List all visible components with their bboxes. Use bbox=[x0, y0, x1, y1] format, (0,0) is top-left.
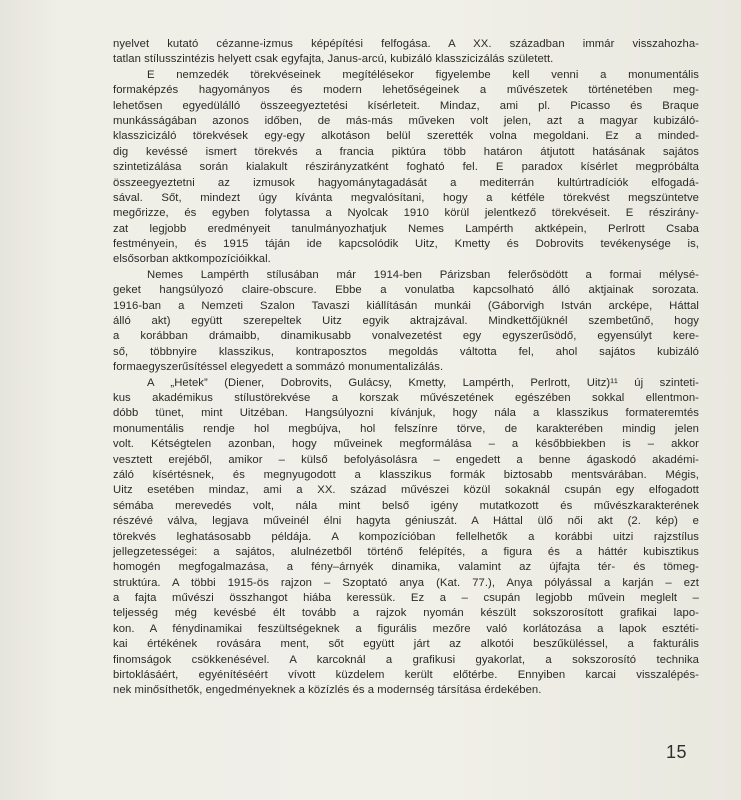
text-line: szintetizálása során kialakult részirányzatként fogható fel. E paradox kísérlet megpróbálta bbox=[113, 161, 699, 174]
text-line: volt. Kétségtelen azonban, hogy műveinek megformálása – a későbbiekben is – akkor bbox=[113, 438, 699, 451]
text-line: összeegyeztetni az izmusok hagyománytagadását a mediterrán kultúrtradíciók elfogadá- bbox=[113, 176, 699, 189]
text-line: homogén megfogalmazása, a fény–árnyék dinamika, valamint az újfajta tér- és tömeg- bbox=[113, 561, 699, 574]
text-line: kon. A fénydinamikai feszültségeknek a figurális mezőre való korlátozása a lapok esztéti- bbox=[113, 622, 699, 635]
text-line: részévé válva, legjava műveinél élni hagyta géniuszát. A Háttal ülő női akt (2. kép) e bbox=[113, 515, 699, 528]
text-line: A „Hetek” (Diener, Dobrovits, Gulácsy, Kmetty, Lampérth, Perlrott, Uitz)¹¹ új szinteti- bbox=[147, 376, 699, 389]
text-line: struktúra. A többi 1915-ös rajzon – Szoptató anya (Kat. 77.), Anya pólyással a karján – ezt bbox=[113, 576, 699, 589]
text-line: kus akadémikus stílustörekvése a korszak művészetének egészében sokkal ellentmon- bbox=[113, 391, 699, 404]
text-line: a korábban drámaibb, dinamikusabb vonalvezetést egy egyszerűsödő, egyensúlyt kere- bbox=[113, 330, 699, 343]
text-line: lehetősen egyedülálló összeegyeztetési kísérleteit. Mindaz, ami pl. Picasso és Braque bbox=[113, 99, 699, 112]
text-line: festményein, és 1915 táján ide kapcsolódik Uitz, Kmetty és Dobrovits tevékenysége is, bbox=[113, 238, 699, 251]
text-line: tatlan stílusszintézis helyett csak egyfajta, Janus-arcú, kubizáló klasszicizálás született. bbox=[113, 53, 554, 66]
text-line: a fajta művészi összhangot hiába keressük. Ez a – csupán legjobb művein meglelt – bbox=[113, 592, 699, 605]
text-line: sémába merevedés volt, nála mint belső igény mutatkozott és művészkarakterének bbox=[113, 499, 699, 512]
text-line: monumentális rendje hol megbújva, hol felszínre törve, de karakterében mindig jelen bbox=[113, 422, 699, 435]
text-line: vesztett erejéből, amikor – külső befolyásolásra – engedett a benne ágaskodó akadémi- bbox=[113, 453, 699, 466]
text-line: formaegyszerűsítéssel elegyedett a sommázó monumentalizálás. bbox=[113, 361, 444, 374]
text-line: elsősorban aktkompozícióikkal. bbox=[113, 253, 271, 266]
text-line: formaképzés hagyományos és modern lehetőségeinek a művészetek történetében meg- bbox=[113, 84, 699, 97]
text-line: kai értékének rovására ment, sőt együtt járt az alkotói beszűküléssel, a fakturális bbox=[113, 638, 699, 651]
text-line: Uitz esetében mindaz, ami a XX. század művészei közül sokaknál csupán egy elfogadott bbox=[113, 484, 699, 497]
text-line: jellegzetességei: a sajátos, alulnézetből történő felépítés, a figura és a háttér kubisztikus bbox=[113, 545, 699, 558]
text-line: dóbb tünet, mint Uitzéban. Hangsúlyozni kívánjuk, hogy nála a klasszikus formateremtés bbox=[113, 407, 699, 420]
text-line: nyelvet kutató cézanne-izmus képépítési felfogása. A XX. században immár visszahozha- bbox=[113, 38, 699, 50]
body-text bbox=[113, 37, 699, 699]
text-line: nek minősíthetők, engedményeknek a közízlés és a modernség társítása érdekében. bbox=[113, 684, 542, 697]
text-line: záló kísértésnek, és megnyugodott a klasszikus formák biztosabb mentsvárában. Mégis, bbox=[113, 468, 699, 481]
page-number: 15 bbox=[666, 742, 688, 762]
text-line: törekvés leghatásosabb példája. A kompozícióban fellelhetők a korábbi uitzi rajzstílus bbox=[113, 530, 699, 543]
text-line: sával. Sőt, mindezt úgy kívánta megvalósítani, hogy a kétféle törekvést megszüntetve bbox=[113, 191, 699, 204]
text-line: megőrizze, és egyben folytassa a Nyolcak 1910 körül jelentkező törekvéseit. E részirány- bbox=[113, 207, 699, 220]
text-line: ső, többnyire klasszikus, kontraposztos megoldás váltotta fel, ahol sajátos kubizáló bbox=[113, 345, 699, 358]
text-line: 1916-ban a Nemzeti Szalon Tavaszi kiállításán munkái (Gáborvigh István arcképe, Háttal bbox=[113, 299, 699, 312]
text-line: finomságok csökkenésével. A karcoknál a grafikusi gyakorlat, a sokszorosító technika bbox=[113, 653, 699, 666]
text-line: dig kevéssé ismert törekvés a francia piktúra több határon átjutott hatásának sajátos bbox=[113, 145, 699, 158]
text-line: birtoklásáért, egyénítéséért vívott küzdelem került előtérbe. Ennyiben karcai visszalépés- bbox=[113, 669, 699, 682]
text-line: E nemzedék törekvéseinek megítélésekor figyelembe kell venni a monumentális bbox=[147, 68, 699, 81]
text-line: munkásságában azonos időben, de más-más műveken volt jelen, azt a magyar kubizáló- bbox=[113, 114, 699, 127]
text-line: zat legjobb eredményeit tanulmányozhatjuk Nemes Lampérth aktképein, Perlrott Csaba bbox=[113, 222, 699, 235]
text-line: Nemes Lampérth stílusában már 1914-ben Párizsban felerősödött a formai mélysé- bbox=[147, 268, 699, 281]
text-line: klasszicizáló törekvések egy-egy alkotáson belül szerették volna megoldani. Ez a minded- bbox=[113, 130, 699, 143]
text-line: álló akt) együtt szerepeltek Uitz egyik aktrajzával. Mindkettőjüknél szembetűnő, hogy bbox=[113, 315, 699, 328]
text-line: geket hangsúlyozó claire-obscure. Ebbe a vonulatba kapcsolható álló aktjainak sorozata. bbox=[113, 284, 699, 297]
text-line: teljesség még kevésbé élt tovább a rajzok nyomán készült sokszorosított grafikai lapo- bbox=[113, 607, 699, 620]
